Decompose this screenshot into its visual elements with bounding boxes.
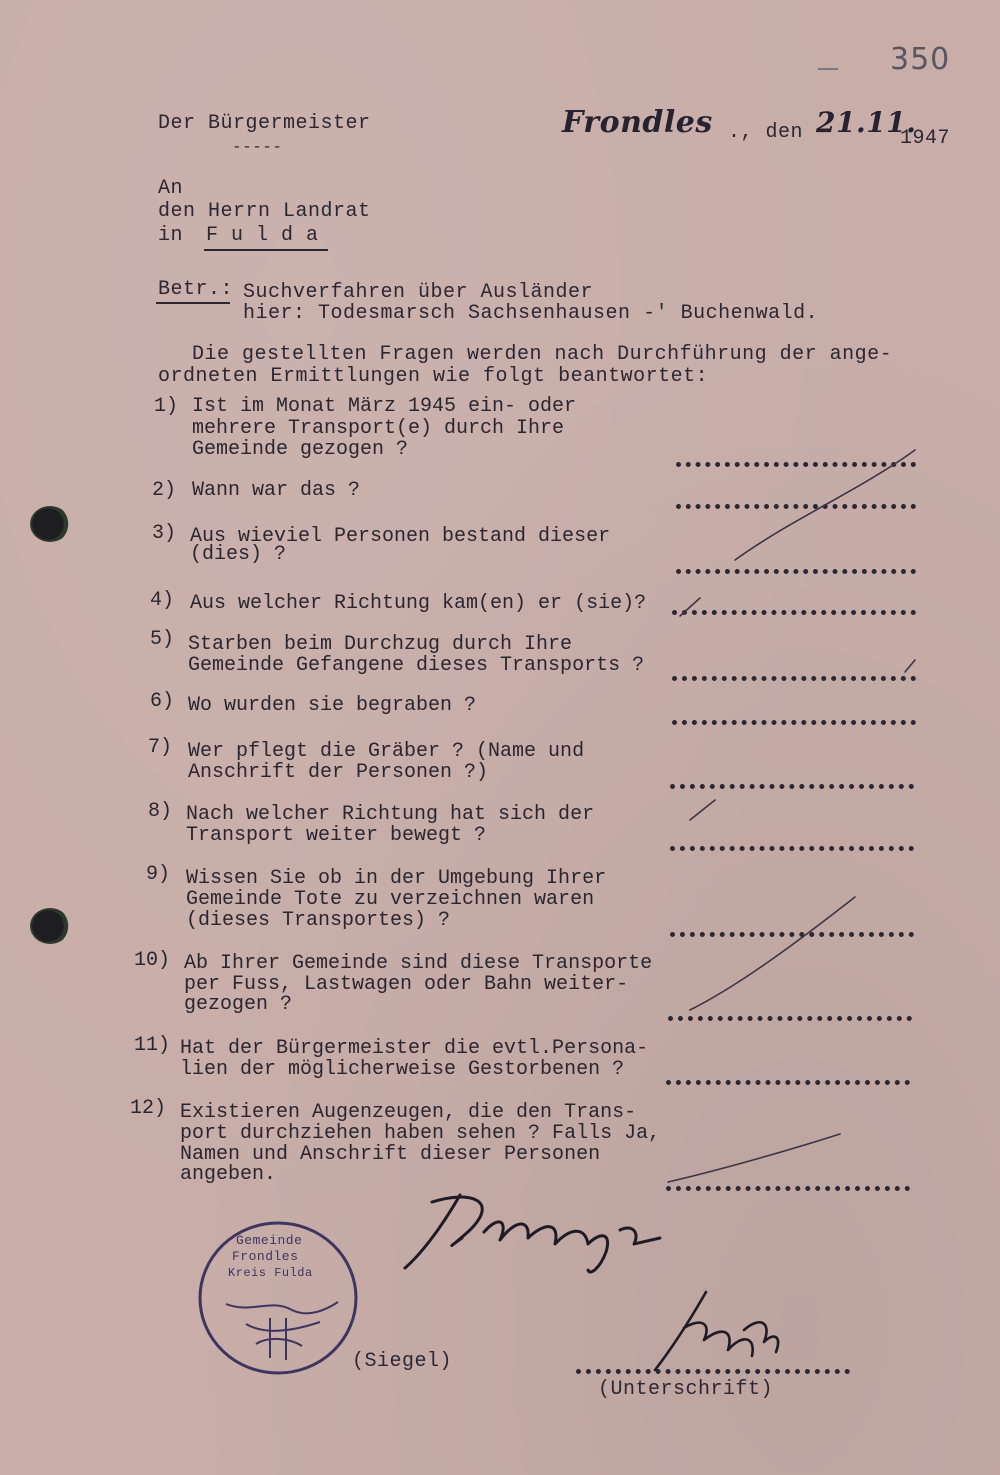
sender-underline: ----- <box>232 138 283 156</box>
question-number-8: 8) <box>147 800 172 823</box>
recipient-line3-prefix: in <box>158 224 184 247</box>
recipient-city: F u l d a <box>206 224 319 247</box>
question-9-line2: Gemeinde Tote zu verzeichnen waren <box>186 888 595 911</box>
question-5-line2: Gemeinde Gefangene dieses Transports ? <box>188 654 645 677</box>
question-number-4: 4) <box>149 589 174 612</box>
question-10-line1: Ab Ihrer Gemeinde sind diese Transporte <box>184 952 653 975</box>
question-6-line1: Wo wurden sie begraben ? <box>188 694 477 717</box>
question-number-11: 11) <box>133 1034 170 1057</box>
signature-label: (Unterschrift) <box>598 1378 774 1401</box>
question-11-line2: lien der möglicherweise Gestorbenen ? <box>180 1058 625 1081</box>
question-9-line1: Wissen Sie ob in der Umgebung Ihrer <box>186 867 607 890</box>
date-handwritten: 21.11. <box>816 106 917 139</box>
question-3-line1: Aus wieviel Personen bestand dieser <box>190 525 611 548</box>
question-number-3: 3) <box>151 522 176 545</box>
question-11-line1: Hat der Bürgermeister die evtl.Persona- <box>180 1037 649 1060</box>
question-number-7: 7) <box>147 736 172 759</box>
question-1-line2: mehrere Transport(e) durch Ihre <box>192 417 565 440</box>
question-10-line2: per Fuss, Lastwagen oder Bahn weiter- <box>184 973 629 996</box>
question-4-line1: Aus welcher Richtung kam(en) er (sie)? <box>190 592 647 615</box>
question-12-line4: angeben. <box>180 1163 277 1186</box>
question-12-line2: port durchziehen haben sehen ? Falls Ja, <box>180 1122 661 1145</box>
intro-line2: ordneten Ermittlungen wie folgt beantwortet: <box>158 365 709 388</box>
question-12-line1: Existieren Augenzeugen, die den Trans- <box>180 1101 637 1124</box>
question-number-2: 2) <box>151 479 176 502</box>
question-12-line3: Namen und Anschrift dieser Personen <box>180 1143 601 1166</box>
recipient-line2: den Herrn Landrat <box>158 200 371 223</box>
question-1-line3: Gemeinde gezogen ? <box>192 438 409 461</box>
question-2-line1: Wann war das ? <box>192 479 361 502</box>
recipient-line1: An <box>158 177 184 200</box>
question-number-9: 9) <box>145 863 170 886</box>
seal-label: (Siegel) <box>352 1350 453 1373</box>
question-1-line1: Ist im Monat März 1945 ein- oder <box>192 395 577 418</box>
subject-label: Betr.: <box>158 278 234 301</box>
intro-line1: Die gestellten Fragen werden nach Durchführung der ange- <box>192 343 893 366</box>
question-number-1: 1) <box>153 395 178 418</box>
question-7-line2: Anschrift der Personen ?) <box>188 761 489 784</box>
question-3-line2: (dies) ? <box>190 543 287 566</box>
question-number-10: 10) <box>133 949 170 972</box>
sender: Der Bürgermeister <box>158 112 371 135</box>
subject-line2: hier: Todesmarsch Sachsenhausen -' Buchenwald. <box>243 302 819 325</box>
question-number-12: 12) <box>129 1097 166 1120</box>
question-number-6: 6) <box>149 690 174 713</box>
archive-number: 350 <box>890 42 951 77</box>
question-5-line1: Starben beim Durchzug durch Ihre <box>188 633 573 656</box>
question-number-5: 5) <box>149 628 174 651</box>
question-7-line1: Wer pflegt die Gräber ? (Name und <box>188 740 585 763</box>
question-9-line3: (dieses Transportes) ? <box>186 909 451 932</box>
stamp-line3: Kreis Fulda <box>228 1266 313 1280</box>
stamp-line2: Frondles <box>232 1249 299 1264</box>
subject-line1: Suchverfahren über Ausländer <box>243 281 594 304</box>
date-year: 1947 <box>900 127 951 150</box>
question-10-line3: gezogen ? <box>184 993 293 1016</box>
place-handwritten: Frondles <box>562 105 713 140</box>
question-8-line1: Nach welcher Richtung hat sich der <box>186 803 595 826</box>
stamp-line1: Gemeinde <box>236 1233 303 1248</box>
date-separator: ., den <box>728 121 804 144</box>
question-8-line2: Transport weiter bewegt ? <box>186 824 487 847</box>
